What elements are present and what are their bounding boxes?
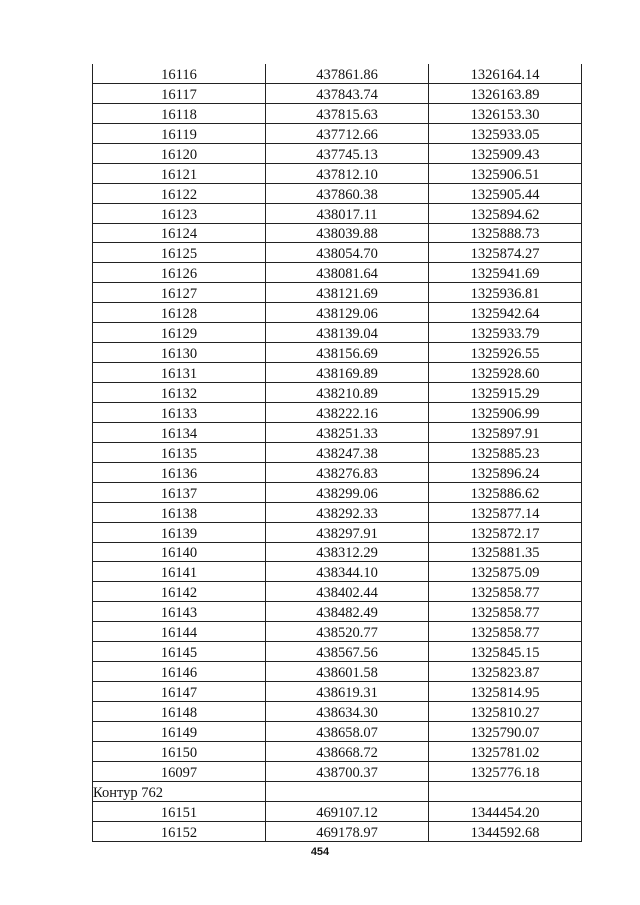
y-coordinate-cell: 1325897.91	[429, 422, 582, 442]
point-number-cell: 16146	[93, 662, 266, 682]
point-number-cell: 16118	[93, 103, 266, 123]
x-coordinate-cell: 438601.58	[266, 662, 429, 682]
x-coordinate-cell: 437815.63	[266, 103, 429, 123]
point-number-cell: 16151	[93, 801, 266, 821]
x-coordinate-cell	[266, 781, 429, 801]
point-number-cell: 16121	[93, 163, 266, 183]
point-number-cell: 16145	[93, 642, 266, 662]
table-row	[93, 283, 582, 303]
point-number-cell: 16127	[93, 283, 266, 303]
x-coordinate-cell: 469178.97	[266, 821, 429, 841]
x-coordinate-cell: 438520.77	[266, 622, 429, 642]
y-coordinate-cell: 1325933.79	[429, 323, 582, 343]
table-row	[93, 343, 582, 363]
x-coordinate-cell: 438081.64	[266, 263, 429, 283]
y-coordinate-cell: 1325941.69	[429, 263, 582, 283]
y-coordinate-cell: 1325886.62	[429, 482, 582, 502]
x-coordinate-cell: 438567.56	[266, 642, 429, 662]
table-row	[93, 542, 582, 562]
point-number-cell: 16140	[93, 542, 266, 562]
x-coordinate-cell: 438299.06	[266, 482, 429, 502]
point-number-cell: 16135	[93, 442, 266, 462]
table-row	[93, 741, 582, 761]
y-coordinate-cell: 1325915.29	[429, 383, 582, 403]
y-coordinate-cell: 1325874.27	[429, 243, 582, 263]
table-row	[93, 402, 582, 422]
point-number-cell: 16150	[93, 741, 266, 761]
x-coordinate-cell: 438700.37	[266, 761, 429, 781]
point-number-cell: 16141	[93, 562, 266, 582]
y-coordinate-cell: 1325933.05	[429, 123, 582, 143]
y-coordinate-cell: 1326163.89	[429, 83, 582, 103]
y-coordinate-cell: 1325858.77	[429, 602, 582, 622]
table-row	[93, 582, 582, 602]
x-coordinate-cell: 437861.86	[266, 64, 429, 83]
x-coordinate-cell: 438054.70	[266, 243, 429, 263]
table-row	[93, 223, 582, 243]
table-row	[93, 323, 582, 343]
table-row	[93, 702, 582, 722]
point-number-cell: 16128	[93, 303, 266, 323]
point-number-cell: 16132	[93, 383, 266, 403]
x-coordinate-cell: 438668.72	[266, 741, 429, 761]
point-number-cell: 16134	[93, 422, 266, 442]
y-coordinate-cell: 1325872.17	[429, 522, 582, 542]
y-coordinate-cell: 1325885.23	[429, 442, 582, 462]
x-coordinate-cell: 438039.88	[266, 223, 429, 243]
table-row	[93, 821, 582, 841]
contour-label-cell: Контур 762	[93, 781, 266, 801]
table-row	[93, 562, 582, 582]
y-coordinate-cell: 1325781.02	[429, 741, 582, 761]
table-row	[93, 462, 582, 482]
point-number-cell: 16137	[93, 482, 266, 502]
point-number-cell: 16144	[93, 622, 266, 642]
table-row	[93, 103, 582, 123]
x-coordinate-cell: 438297.91	[266, 522, 429, 542]
table-row	[93, 83, 582, 103]
coordinates-table	[92, 64, 582, 842]
x-coordinate-cell: 438139.04	[266, 323, 429, 343]
x-coordinate-cell: 437812.10	[266, 163, 429, 183]
table-row	[93, 383, 582, 403]
y-coordinate-cell: 1325858.77	[429, 582, 582, 602]
table-row	[93, 183, 582, 203]
table-row	[93, 522, 582, 542]
y-coordinate-cell: 1344454.20	[429, 801, 582, 821]
point-number-cell: 16143	[93, 602, 266, 622]
x-coordinate-cell: 438292.33	[266, 502, 429, 522]
table-row	[93, 602, 582, 622]
y-coordinate-cell: 1325823.87	[429, 662, 582, 682]
table-row	[93, 442, 582, 462]
y-coordinate-cell: 1325926.55	[429, 343, 582, 363]
table-row	[93, 662, 582, 682]
point-number-cell: 16123	[93, 203, 266, 223]
table-row	[93, 203, 582, 223]
point-number-cell: 16116	[93, 64, 266, 83]
point-number-cell: 16130	[93, 343, 266, 363]
table-row	[93, 163, 582, 183]
x-coordinate-cell: 438169.89	[266, 363, 429, 383]
y-coordinate-cell	[429, 781, 582, 801]
point-number-cell: 16117	[93, 83, 266, 103]
table-row	[93, 761, 582, 781]
point-number-cell: 16097	[93, 761, 266, 781]
point-number-cell: 16122	[93, 183, 266, 203]
x-coordinate-cell: 438482.49	[266, 602, 429, 622]
point-number-cell: 16131	[93, 363, 266, 383]
table-row	[93, 303, 582, 323]
x-coordinate-cell: 437843.74	[266, 83, 429, 103]
y-coordinate-cell: 1326153.30	[429, 103, 582, 123]
x-coordinate-cell: 438247.38	[266, 442, 429, 462]
table-row	[93, 622, 582, 642]
x-coordinate-cell: 438156.69	[266, 343, 429, 363]
x-coordinate-cell: 438312.29	[266, 542, 429, 562]
table-row	[93, 721, 582, 741]
point-number-cell: 16129	[93, 323, 266, 343]
x-coordinate-cell: 469107.12	[266, 801, 429, 821]
y-coordinate-cell: 1325776.18	[429, 761, 582, 781]
y-coordinate-cell: 1325845.15	[429, 642, 582, 662]
y-coordinate-cell: 1325894.62	[429, 203, 582, 223]
table-row	[93, 64, 582, 83]
y-coordinate-cell: 1325875.09	[429, 562, 582, 582]
point-number-cell: 16126	[93, 263, 266, 283]
table-row	[93, 243, 582, 263]
point-number-cell: 16139	[93, 522, 266, 542]
y-coordinate-cell: 1325936.81	[429, 283, 582, 303]
y-coordinate-cell: 1325906.51	[429, 163, 582, 183]
x-coordinate-cell: 437745.13	[266, 143, 429, 163]
y-coordinate-cell: 1325858.77	[429, 622, 582, 642]
x-coordinate-cell: 438619.31	[266, 682, 429, 702]
x-coordinate-cell: 437712.66	[266, 123, 429, 143]
y-coordinate-cell: 1325810.27	[429, 702, 582, 722]
x-coordinate-cell: 438634.30	[266, 702, 429, 722]
y-coordinate-cell: 1326164.14	[429, 64, 582, 83]
table-row	[93, 143, 582, 163]
x-coordinate-cell: 438129.06	[266, 303, 429, 323]
point-number-cell: 16152	[93, 821, 266, 841]
y-coordinate-cell: 1325909.43	[429, 143, 582, 163]
y-coordinate-cell: 1325942.64	[429, 303, 582, 323]
point-number-cell: 16119	[93, 123, 266, 143]
point-number-cell: 16124	[93, 223, 266, 243]
table-row	[93, 781, 582, 801]
x-coordinate-cell: 438276.83	[266, 462, 429, 482]
table-row	[93, 502, 582, 522]
point-number-cell: 16148	[93, 702, 266, 722]
y-coordinate-cell: 1325905.44	[429, 183, 582, 203]
y-coordinate-cell: 1325896.24	[429, 462, 582, 482]
x-coordinate-cell: 437860.38	[266, 183, 429, 203]
point-number-cell: 16142	[93, 582, 266, 602]
table-row	[93, 363, 582, 383]
point-number-cell: 16136	[93, 462, 266, 482]
table-row	[93, 422, 582, 442]
point-number-cell: 16138	[93, 502, 266, 522]
x-coordinate-cell: 438402.44	[266, 582, 429, 602]
point-number-cell: 16149	[93, 721, 266, 741]
point-number-cell: 16125	[93, 243, 266, 263]
x-coordinate-cell: 438222.16	[266, 402, 429, 422]
x-coordinate-cell: 438017.11	[266, 203, 429, 223]
y-coordinate-cell: 1325888.73	[429, 223, 582, 243]
x-coordinate-cell: 438210.89	[266, 383, 429, 403]
y-coordinate-cell: 1325906.99	[429, 402, 582, 422]
point-number-cell: 16147	[93, 682, 266, 702]
y-coordinate-cell: 1344592.68	[429, 821, 582, 841]
table-row	[93, 682, 582, 702]
point-number-cell: 16120	[93, 143, 266, 163]
y-coordinate-cell: 1325814.95	[429, 682, 582, 702]
table-row	[93, 482, 582, 502]
table-row	[93, 263, 582, 283]
x-coordinate-cell: 438251.33	[266, 422, 429, 442]
y-coordinate-cell: 1325877.14	[429, 502, 582, 522]
y-coordinate-cell: 1325881.35	[429, 542, 582, 562]
table-row	[93, 642, 582, 662]
x-coordinate-cell: 438658.07	[266, 721, 429, 741]
point-number-cell: 16133	[93, 402, 266, 422]
table-row	[93, 801, 582, 821]
x-coordinate-cell: 438121.69	[266, 283, 429, 303]
y-coordinate-cell: 1325790.07	[429, 721, 582, 741]
x-coordinate-cell: 438344.10	[266, 562, 429, 582]
table-row	[93, 123, 582, 143]
y-coordinate-cell: 1325928.60	[429, 363, 582, 383]
coordinates-table-body	[93, 64, 582, 841]
page-number: 454	[310, 846, 330, 858]
